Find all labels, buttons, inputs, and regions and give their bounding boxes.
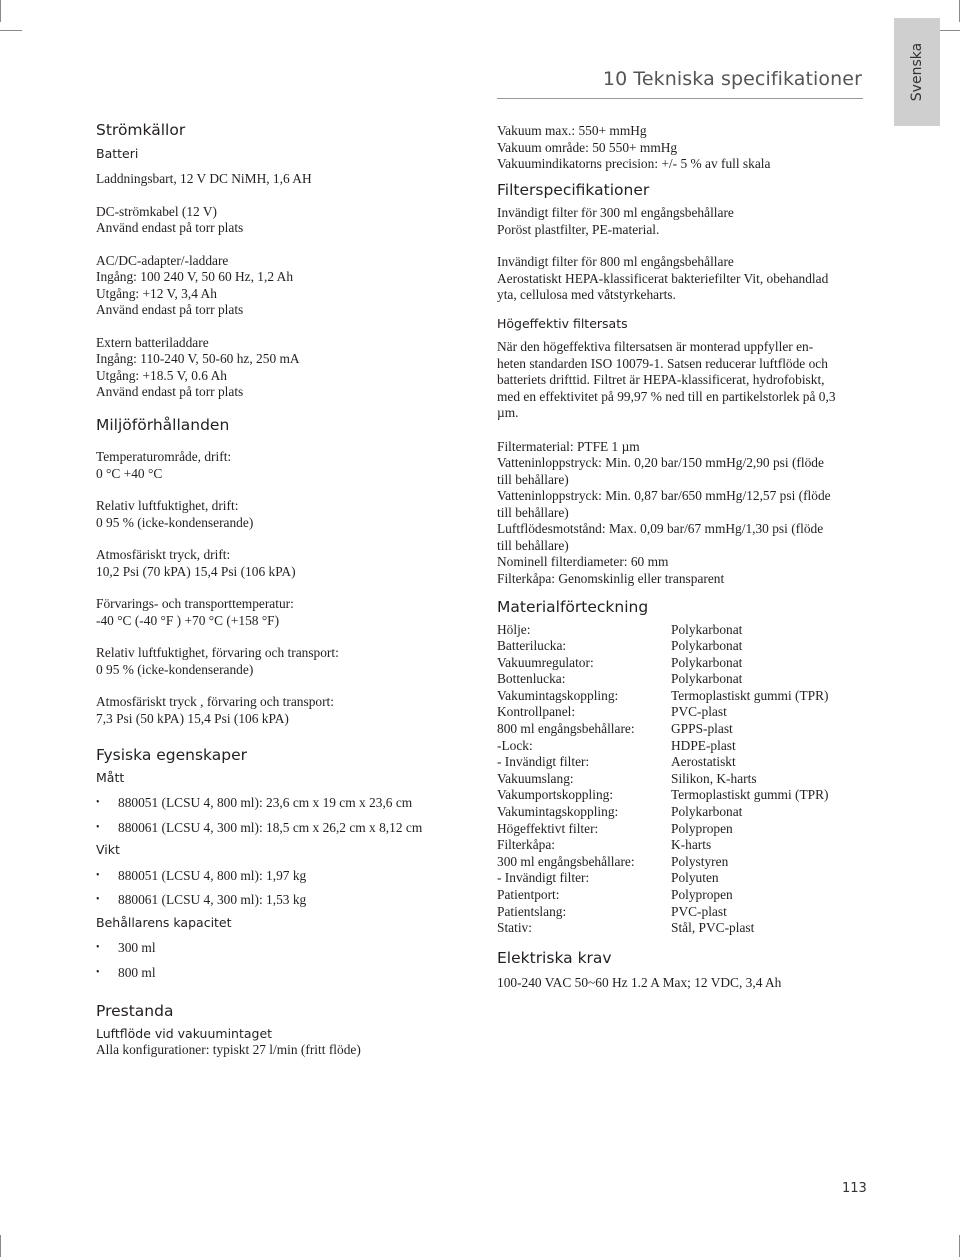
- material-value: Termoplastiskt gummi (TPR): [671, 787, 829, 803]
- subheading-batteri: Batteri: [96, 145, 139, 161]
- table-row: [497, 787, 829, 804]
- list-item: [96, 868, 476, 885]
- text-line: med en effektivitet på 99,97 % ned till en partikelstorlek på 0,3: [497, 388, 836, 404]
- list-item: [96, 795, 476, 812]
- text-line: Filtermaterial: PTFE 1 µm: [497, 438, 640, 454]
- text-line: Använd endast på torr plats: [96, 220, 244, 235]
- text-line: Använd endast på torr plats: [96, 384, 244, 399]
- material-value: HDPE-plast: [671, 737, 736, 753]
- crop-mark: [0, 0, 1, 22]
- bullet-icon: •: [96, 966, 100, 978]
- list-item-text: 800 ml: [118, 964, 156, 980]
- material-value: Polykarbonat: [671, 638, 743, 654]
- text-line: Aerostatiskt HEPA-klassificerat bakteriefilter Vit, obehandlad: [497, 270, 829, 286]
- table-row: [497, 887, 829, 904]
- elektriska-text: 100-240 VAC 50~60 Hz 1.2 A Max; 12 VDC, 3,4 Ah: [497, 975, 782, 991]
- list-item: [96, 820, 476, 837]
- subheading-hogeffektiv: Högeffektiv filtersats: [497, 315, 628, 331]
- text-line: När den högeffektiva filtersatsen är monterad uppfyller en-: [497, 339, 814, 354]
- table-row: [497, 638, 829, 655]
- language-tab-label: Svenska: [909, 42, 925, 102]
- table-row: [497, 771, 829, 788]
- text-line: till behållare): [497, 504, 569, 520]
- env-value: 10,2 Psi (70 kPA) 15,4 Psi (106 kPA): [96, 563, 296, 579]
- language-tab: [894, 18, 940, 126]
- table-row: [497, 804, 829, 821]
- text-line: Ingång: 110-240 V, 50-60 hz, 250 mA: [96, 351, 300, 366]
- material-value: K-harts: [671, 837, 712, 853]
- text-line: Vakuum max.: 550+ mmHg: [497, 123, 647, 138]
- text-line: µm.: [497, 405, 519, 420]
- material-part: - Invändigt filter:: [497, 870, 590, 886]
- bullet-icon: •: [96, 894, 100, 905]
- material-value: Polykarbonat: [671, 671, 743, 687]
- hogeffektiv-specs: [497, 439, 865, 588]
- env-item: [96, 449, 476, 482]
- material-value: Polyuten: [671, 870, 719, 886]
- env-label: Atmosfäriskt tryck, drift:: [96, 547, 231, 562]
- material-part: -Lock:: [497, 737, 533, 753]
- env-label: Relativ luftfuktighet, förvaring och transport:: [96, 645, 339, 660]
- table-row: [497, 854, 829, 871]
- material-value: Polykarbonat: [671, 654, 743, 670]
- hogeffektiv-para: [497, 339, 865, 422]
- text-line: Utgång: +18.5 V, 0.6 Ah: [96, 367, 227, 383]
- subheading-kapacitet: Behållarens kapacitet: [96, 914, 232, 930]
- env-item: [96, 645, 476, 678]
- text-line: Poröst plastfilter, PE-material.: [497, 221, 660, 237]
- right-column: [497, 123, 865, 992]
- section-title-material: Materialförteckning: [497, 598, 649, 616]
- bullet-icon: •: [96, 821, 100, 833]
- env-value: -40 °C (-40 °F ) +70 °C (+158 °F): [96, 612, 280, 628]
- env-item: [96, 547, 476, 580]
- material-value: GPPS-plast: [671, 721, 733, 737]
- env-label: Relativ luftfuktighet, drift:: [96, 498, 239, 513]
- material-value: Polykarbonat: [671, 804, 743, 820]
- list-item-text: 880051 (LCSU 4, 800 ml): 23,6 cm x 19 cm x 23,6 cm: [118, 795, 413, 810]
- material-value: Stål, PVC-plast: [671, 920, 755, 936]
- list-item: [96, 940, 476, 957]
- text-line: Utgång: +12 V, 3,4 Ah: [96, 285, 217, 301]
- table-row: [497, 671, 829, 688]
- material-part: 300 ml engångsbehållare:: [497, 853, 635, 869]
- material-part: Vakuumslang:: [497, 770, 574, 786]
- table-row: [497, 920, 829, 937]
- table-row: [497, 704, 829, 721]
- table-row: [497, 721, 829, 738]
- prestanda-text: Alla konfigurationer: typiskt 27 l/min (fritt flöde): [96, 1042, 361, 1057]
- text-line: Nominell filterdiameter: 60 mm: [497, 554, 669, 569]
- text-line: batteriets drifttid. Filtret är HEPA-klassificerat, hydrofobiskt,: [497, 372, 825, 387]
- material-part: Bottenlucka:: [497, 671, 566, 687]
- text-line: till behållare): [497, 471, 569, 487]
- table-row: [497, 622, 829, 639]
- text-line: Ingång: 100 240 V, 50 60 Hz, 1,2 Ah: [96, 269, 294, 284]
- section-title-filter: Filterspecifikationer: [497, 180, 650, 199]
- text-line: Invändigt filter för 800 ml engångsbehållare: [497, 254, 734, 269]
- table-row: [497, 655, 829, 672]
- table-row: [497, 754, 829, 771]
- material-part: Vakumintagskoppling:: [497, 687, 619, 703]
- material-part: Vakuumregulator:: [497, 654, 594, 670]
- text-line: Filterkåpa: Genomskinlig eller transparent: [497, 570, 725, 586]
- list-item-text: 880061 (LCSU 4, 300 ml): 18,5 cm x 26,2 cm x 8,12 cm: [118, 819, 423, 835]
- env-label: Atmosfäriskt tryck , förvaring och transport:: [96, 694, 334, 709]
- env-value: 0 °C +40 °C: [96, 465, 163, 481]
- filter-p1: [497, 205, 865, 238]
- list-item-text: 880061 (LCSU 4, 300 ml): 1,53 kg: [118, 892, 307, 907]
- material-part: - Invändigt filter:: [497, 754, 590, 770]
- material-value: PVC-plast: [671, 704, 727, 720]
- material-value: Polypropen: [671, 887, 733, 902]
- section-title-fysiska: Fysiska egenskaper: [96, 746, 248, 764]
- material-part: Patientslang:: [497, 903, 567, 919]
- crop-mark: [938, 30, 960, 31]
- table-row: [497, 904, 829, 921]
- text-line: Vatteninloppstryck: Min. 0,87 bar/650 mmHg/12,57 psi (flöde: [497, 488, 831, 503]
- list-item: [96, 892, 476, 909]
- text-line: DC-strömkabel (12 V): [96, 203, 217, 219]
- bullet-icon: •: [96, 942, 100, 953]
- table-row: [497, 837, 829, 854]
- material-value: PVC-plast: [671, 903, 727, 919]
- material-part: Hölje:: [497, 621, 531, 637]
- list-item-text: 880051 (LCSU 4, 800 ml): 1,97 kg: [118, 867, 307, 883]
- kapacitet-list: [96, 940, 476, 981]
- env-value: 0 95 % (icke-kondenserande): [96, 661, 254, 677]
- material-part: Vakumintagskoppling:: [497, 804, 619, 820]
- material-part: Patientport:: [497, 887, 560, 902]
- vikt-list: [96, 868, 476, 909]
- text-line: Luftflödesmotstånd: Max. 0,09 bar/67 mmHg/1,30 psi (flöde: [497, 521, 824, 536]
- text-line: Invändigt filter för 300 ml engångsbehållare: [497, 205, 734, 220]
- text-line: Extern batteriladdare: [96, 334, 209, 350]
- text-line: AC/DC-adapter/-laddare: [96, 252, 229, 268]
- text-line: till behållare): [497, 537, 569, 553]
- material-value: Silikon, K-harts: [671, 770, 757, 786]
- section-title-prestanda: Prestanda: [96, 1002, 174, 1020]
- bullet-icon: •: [96, 797, 100, 808]
- external-charger-block: [96, 335, 476, 401]
- subheading-matt: Mått: [96, 769, 125, 785]
- text-line: Vakuum område: 50 550+ mmHg: [497, 139, 678, 155]
- material-value: Polystyren: [671, 853, 729, 869]
- matt-list: [96, 795, 476, 836]
- material-part: Filterkåpa:: [497, 837, 556, 853]
- vakuum-block: [497, 123, 865, 173]
- material-value: Aerostatiskt: [671, 754, 736, 770]
- text-line: yta, cellulosa med våtstyrkeharts.: [497, 287, 676, 302]
- material-table: [497, 622, 829, 937]
- env-item: [96, 596, 476, 629]
- header-rule: [497, 98, 863, 99]
- table-row: [497, 870, 829, 887]
- crop-mark: [0, 30, 22, 31]
- env-item: [96, 694, 476, 727]
- text-line: Vatteninloppstryck: Min. 0,20 bar/150 mmHg/2,90 psi (flöde: [497, 455, 824, 470]
- table-row: [497, 688, 829, 705]
- env-value: 7,3 Psi (50 kPA) 15,4 Psi (106 kPA): [96, 710, 289, 726]
- material-part: Vakumportskoppling:: [497, 787, 614, 803]
- list-item: [96, 965, 476, 982]
- list-item-text: 300 ml: [118, 940, 156, 955]
- text-line: heten standarden ISO 10079-1. Satsen reducerar luftflöde och: [497, 355, 828, 371]
- material-part: 800 ml engångsbehållare:: [497, 721, 635, 737]
- chapter-title: 10 Tekniska specifikationer: [602, 68, 862, 90]
- battery-spec: Laddningsbart, 12 V DC NiMH, 1,6 AH: [96, 171, 312, 186]
- material-value: Polypropen: [671, 820, 733, 836]
- material-part: Stativ:: [497, 920, 532, 936]
- filter-p2: [497, 254, 865, 304]
- text-line: Vakuumindikatorns precision: +/- 5 % av full skala: [497, 156, 771, 171]
- dc-cable-block: [96, 204, 476, 237]
- page-number: 113: [842, 1181, 867, 1196]
- material-part: Batterilucka:: [497, 638, 567, 654]
- text-line: Använd endast på torr plats: [96, 302, 244, 317]
- table-row: [497, 821, 829, 838]
- env-label: Förvarings- och transporttemperatur:: [96, 596, 294, 611]
- subheading-luftflode: Luftflöde vid vakuumintaget: [96, 1025, 273, 1041]
- env-item: [96, 498, 476, 531]
- env-value: 0 95 % (icke-kondenserande): [96, 514, 254, 530]
- material-value: Polykarbonat: [671, 621, 743, 637]
- bullet-icon: •: [96, 869, 100, 881]
- ac-dc-block: [96, 253, 476, 319]
- material-part: Kontrollpanel:: [497, 704, 576, 720]
- env-label: Temperaturområde, drift:: [96, 449, 232, 464]
- section-title-miljo: Miljöförhållanden: [96, 415, 230, 434]
- material-value: Termoplastiskt gummi (TPR): [671, 687, 829, 703]
- section-title-elektriska: Elektriska krav: [497, 948, 612, 967]
- section-title-stromkallor: Strömkällor: [96, 121, 186, 139]
- left-column: [96, 118, 476, 1059]
- material-part: Högeffektivt filter:: [497, 820, 599, 836]
- table-row: [497, 738, 829, 755]
- subheading-vikt: Vikt: [96, 842, 120, 857]
- crop-mark: [0, 1235, 1, 1257]
